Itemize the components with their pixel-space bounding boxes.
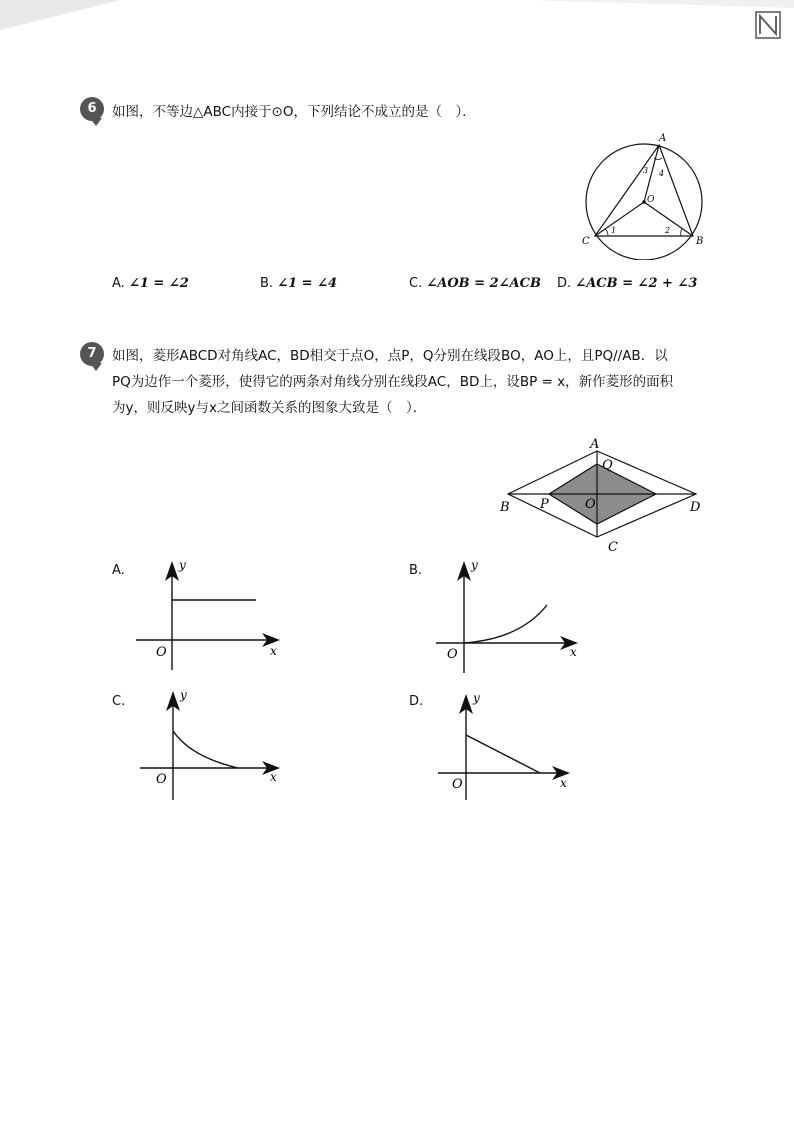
page-corner-decoration	[0, 0, 794, 40]
q7-option-d-graph[interactable]	[432, 688, 592, 808]
q7-option-c-graph[interactable]	[136, 685, 296, 805]
q6-angle-2: 2	[665, 226, 671, 235]
q7-option-d-letter: D.	[409, 694, 424, 709]
q6-label-c: C	[582, 236, 590, 247]
origin-label: O	[156, 645, 167, 660]
q7-option-a-letter: A.	[112, 563, 125, 578]
question-number-badge: 7	[80, 342, 104, 366]
question-number-badge: 6	[80, 97, 104, 121]
q6-option-a[interactable]: A. ∠1 = ∠2	[112, 276, 189, 291]
q6-label-a: A	[659, 133, 667, 144]
x-axis-label: x	[270, 644, 277, 658]
q6-angle-4: 4	[659, 169, 665, 178]
q6-option-c[interactable]: C. ∠AOB = 2∠ACB	[409, 276, 541, 291]
q6-option-b[interactable]: B. ∠1 = ∠4	[260, 276, 338, 291]
q7-label-c: C	[608, 540, 618, 555]
q7-option-c-letter: C.	[112, 694, 126, 709]
q7-label-q: Q	[602, 458, 613, 473]
question-7-text: 如图，菱形ABCD对角线AC，BD相交于点O，点P，Q分别在线段BO，AO上，且PQ//AB．以 PQ为边作一个菱形，使得它的两条对角线分别在线段AC，BD上，设BP = x，新作菱形的面积 为y，则反映y与x之间函数关系的图象大致是（ ）．	[112, 348, 674, 416]
q7-label-b: B	[500, 500, 510, 515]
q6-circle-figure	[575, 130, 715, 260]
x-axis-label: x	[270, 770, 277, 784]
q6-angle-1: 1	[611, 226, 617, 235]
q6-angle-3: 3	[643, 166, 649, 175]
origin-label: O	[156, 772, 167, 787]
y-axis-label: y	[180, 688, 187, 702]
q6-label-b: B	[696, 236, 704, 247]
q7-label-o: O	[585, 497, 596, 512]
question-6-text: 如图，不等边△ABC内接于⊙O，下列结论不成立的是（ ）．	[112, 104, 476, 120]
x-axis-label: x	[560, 776, 567, 790]
publisher-logo-icon	[754, 10, 782, 40]
y-axis-label: y	[179, 558, 186, 572]
q7-label-p: P	[540, 497, 549, 512]
q7-option-b-graph[interactable]	[430, 555, 590, 675]
y-axis-label: y	[473, 691, 480, 705]
q7-label-d: D	[690, 500, 701, 515]
y-axis-label: y	[471, 558, 478, 572]
origin-label: O	[447, 647, 458, 662]
x-axis-label: x	[570, 645, 577, 659]
q7-label-a: A	[590, 437, 600, 452]
q6-label-o: O	[647, 195, 655, 205]
q7-rhombus-figure	[498, 434, 713, 556]
origin-label: O	[452, 777, 463, 792]
q7-option-b-letter: B.	[409, 563, 423, 578]
q7-option-a-graph[interactable]	[130, 555, 290, 675]
q6-option-d[interactable]: D. ∠ACB = ∠2 + ∠3	[557, 276, 698, 291]
